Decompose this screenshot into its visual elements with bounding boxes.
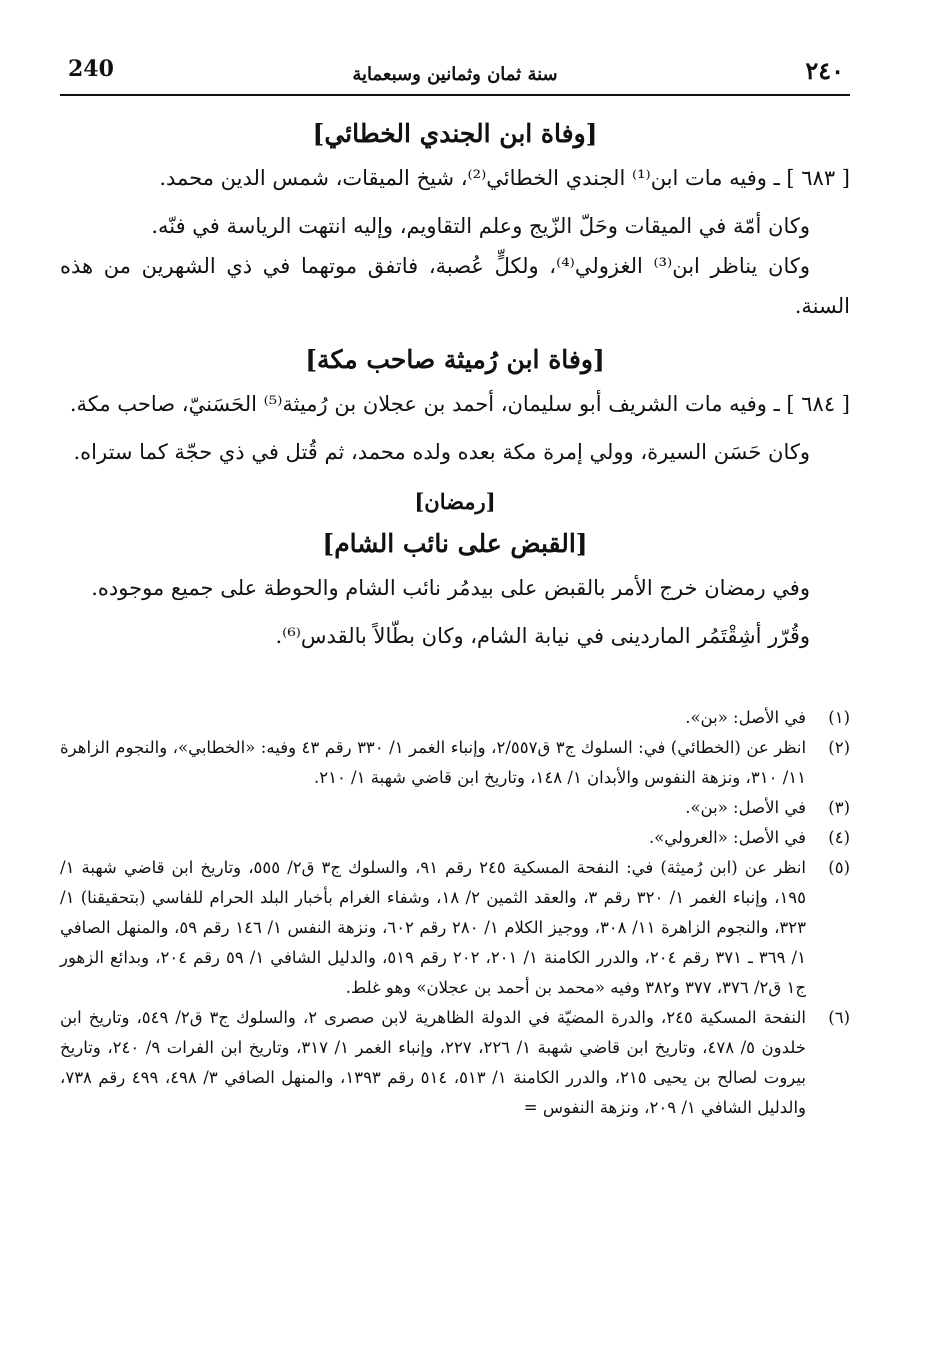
footnote-text: في الأصل: «بن». (685, 708, 806, 727)
page-number-latin: 240 (68, 56, 114, 82)
section-2 (60, 340, 850, 472)
footnote-2 (60, 733, 850, 793)
footnote-5 (60, 853, 850, 1003)
footnote-number: (١) (828, 708, 850, 727)
footnote-text: في الأصل: «بن». (685, 798, 806, 817)
footnote-text: في الأصل: «العرولي». (648, 828, 806, 847)
footnote-text: انظر عن (ابن رُميثة) في: النفحة المسكية ٢٤٥ رقم ٩١، والسلوك ج٣ ق٢/ ٥٥٥، وتاريخ ابن قاضي شهبة ١/ ١٩٥، وإنباء الغمر ١/ ٣٢٠ رقم ٣، والعقد الثمين ٢/ ١٨، وشفاء الغرام بأخبار البلد الحرام للفاسي (بتحقيقنا) ١/ ٣٢٣، والنجوم الزاهرة ١١/ ٣٠٨، ووجيز الكلام ١/ ٢٨٠ رقم ٦٠٢، ونزهة النفس ١/ ١٤٦ رقم ٥٩، والمنهل الصافي ١/ ٣٦٩ ـ ٣٧١ رقم ٢٠٤، والدرر الكامنة ١/ ٢٠١، ٢٠٢ رقم ٥١٩، والدليل الشافي ١/ ٥٩ رقم ٢٠٤، وبدائع الزهور ج١ ق٢/ ٣٧٦، ٣٧٧ و٣٨٢ وفيه «محمد بن أحمد بن عجلان» وهو غلط. (60, 858, 807, 997)
footnote-number: (٦) (828, 1008, 850, 1027)
paragraph: وكان حَسَن السيرة، وولي إمرة مكة بعده ولده محمد، ثم قُتل في ذي حجّة كما ستراه. (73, 440, 810, 464)
section-heading: [وفاة ابن رُميثة صاحب مكة] (305, 345, 605, 374)
month-subheading: [رمضان] (414, 489, 496, 514)
footnote-1 (60, 703, 850, 733)
section-1 (60, 114, 850, 326)
footnote-4 (60, 823, 850, 853)
footnotes (60, 703, 850, 1123)
footnote-number: (٣) (828, 798, 850, 817)
footnote-text: النفحة المسكية ٢٤٥، والدرة المضيّة في الدولة الظاهرية لابن صصرى ٢، والسلوك ج٣ ق٢/ ٥٤٩، وتاريخ ابن خلدون ٥/ ٤٧٨، وتاريخ ابن قاضي شهبة ١/ ٢٢٦، ٢٢٧، وإنباء الغمر ١/ ٣١٧، وتاريخ ابن الفرات ٩/ ٢٤٠، وتاريخ بيروت لصالح بن يحيى ٢١٥، والدرر الكامنة ١/ ٥١٣، ٥١٤ رقم ١٣٩٣، والمنهل الصافي ٣/ ٤٩٨، ٤٩٩ رقم ٧٣٨، والدليل الشافي ١/ ٢٠٩، ونزهة النفوس = (60, 1008, 806, 1117)
paragraph: وكان يناظر ابن⁽³⁾ الغزولي⁽⁴⁾، ولكلٍّ عُصبة، فاتفق موتهما في ذي الشهرين من هذه السنة. (60, 254, 850, 318)
footnote-number: (٥) (828, 858, 850, 877)
paragraph: وفي رمضان خرج الأمر بالقبض على بيدمُر نائب الشام والحوطة على جميع موجوده. (91, 576, 810, 600)
footnote-number: (٢) (828, 738, 850, 757)
footnote-text: انظر عن (الخطائي) في: السلوك ج٣ ق٢/٥٥٧، وإنباء الغمر ١/ ٣٣٠ رقم ٤٣ وفيه: «الخطابي»، والنجوم الزاهرة ١١/ ٣١٠، ونزهة النفوس والأبدان ١/ ١٤٨، وتاريخ ابن قاضي شهبة ١/ ٢١٠. (60, 738, 807, 787)
footnote-6 (60, 1003, 850, 1123)
section-heading: [القبض على نائب الشام] (322, 529, 588, 558)
page-number-arabic: ٢٤٠ (805, 56, 844, 85)
footnote-3 (60, 793, 850, 823)
footnote-number: (٤) (828, 828, 850, 847)
running-title: سنة ثمان وثمانين وسبعماية (352, 64, 558, 85)
section-heading: [وفاة ابن الجندي الخطائي] (312, 119, 598, 148)
paragraph: وكان أمّة في الميقات وحَلّ الزّيج وعلم التقاويم، وإليه انتهت الرياسة في فنّه. (151, 214, 810, 238)
paragraph: [ ٦٨٣ ] ـ وفيه مات ابن⁽¹⁾ الجندي الخطائي⁽²⁾، شيخ الميقات، شمس الدين محمد. (159, 166, 850, 190)
page-header (60, 50, 850, 96)
section-3 (60, 482, 850, 656)
paragraph: [ ٦٨٤ ] ـ وفيه مات الشريف أبو سليمان، أحمد بن عجلان بن رُميثة⁽⁵⁾ الحَسَنيّ، صاحب مكة. (69, 392, 850, 416)
book-page (60, 50, 850, 1350)
paragraph: وقُرّر أشِقْتَمُر الماردينى في نيابة الشام، وكان بطّالاً بالقدس⁽⁶⁾. (275, 624, 810, 648)
